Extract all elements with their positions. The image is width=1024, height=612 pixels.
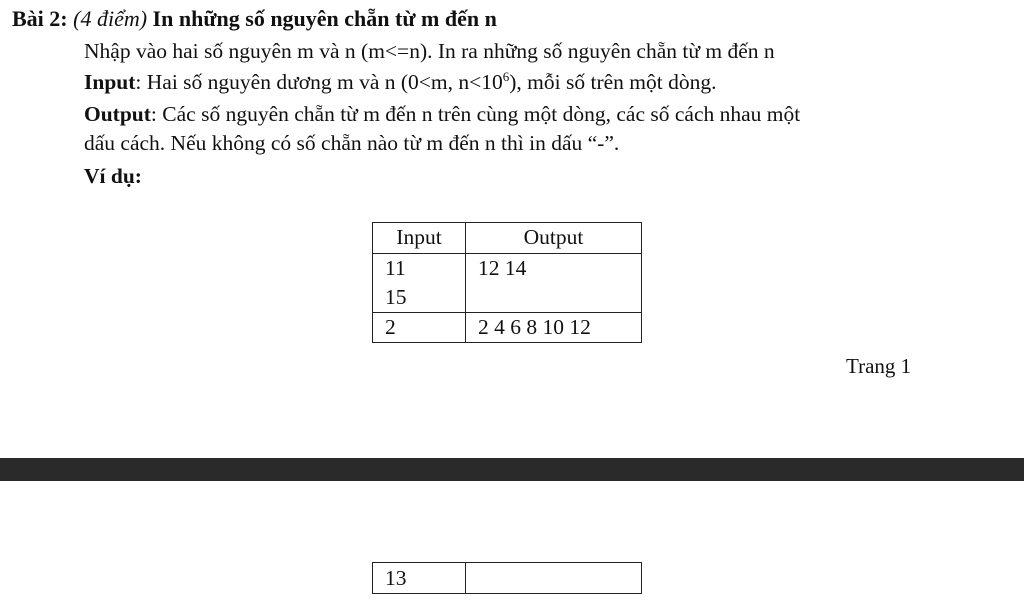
problem-description: Nhập vào hai số nguyên m và n (m<=n). In ra những số nguyên chẵn từ m đến n — [84, 39, 775, 63]
continued-table — [372, 562, 642, 594]
input-text-after: ), mỗi số trên một dòng. — [509, 70, 717, 94]
input-cell — [373, 313, 466, 343]
table-row — [373, 563, 642, 594]
header-input: Input — [373, 223, 466, 254]
output-specification — [84, 100, 800, 128]
output-specification-line2: dấu cách. Nếu không có số chẵn nào từ m đến n thì in dấu “-”. — [84, 131, 620, 155]
problem-label: Bài 2: — [12, 6, 68, 31]
input-label: Input — [84, 70, 136, 94]
output-text-line1: : Các số nguyên chẵn từ m đến n trên cùng một dòng, các số cách nhau một — [150, 102, 801, 126]
header-output: Output — [466, 223, 642, 254]
example-label: Ví dụ: — [84, 164, 142, 188]
input-cell: 13 — [373, 563, 466, 594]
table-row — [373, 254, 642, 313]
table-row — [373, 313, 642, 343]
input-line: 15 — [385, 285, 407, 309]
input-specification — [84, 68, 717, 96]
table-header-row — [373, 223, 642, 254]
problem-title: In những số nguyên chẵn từ m đến n — [152, 6, 497, 31]
problem-heading — [12, 6, 497, 32]
problem-points: (4 điểm) — [73, 6, 148, 31]
input-exponent: 6 — [502, 68, 510, 84]
output-cell — [466, 563, 642, 594]
input-line: 11 — [385, 256, 406, 280]
output-label: Output — [84, 102, 151, 126]
input-cell — [373, 254, 466, 313]
input-text-before: : Hai số nguyên dương m và n (0<m, n<10 — [135, 70, 503, 94]
input-line: 2 — [385, 315, 396, 339]
output-cell: 12 14 — [466, 254, 642, 313]
example-table — [372, 222, 642, 343]
page-number: Trang 1 — [846, 354, 912, 378]
output-cell: 2 4 6 8 10 12 — [466, 313, 642, 343]
page-separator — [0, 458, 1024, 481]
